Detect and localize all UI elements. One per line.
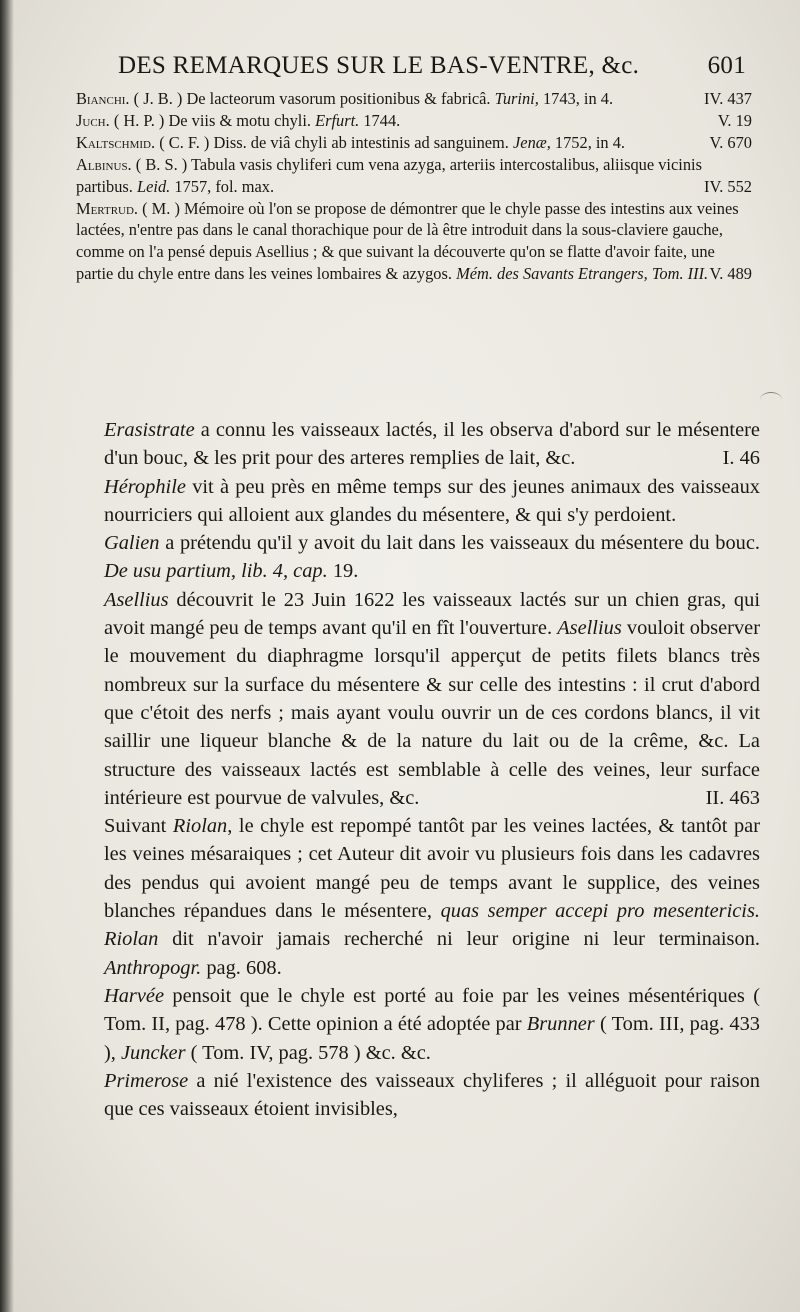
ref-title: De lacteorum vasorum positionibus & fabricâ. xyxy=(186,89,491,108)
volume-ref: I. 46 xyxy=(722,447,760,470)
paragraph-asellius xyxy=(104,586,760,812)
paragraph-primerose xyxy=(104,1067,760,1124)
paragraph-text: dit n'avoir jamais recherché ni leur origine ni leur terminaison. xyxy=(172,928,760,951)
bibliography-block xyxy=(76,88,752,285)
ref-date: 1743, in 4. xyxy=(542,89,614,108)
paragraph-text: pensoit que le chyle est porté au foie par les veines mésentériques ( Tom. II, pag. 478 ). Cette opinion a été adoptée par xyxy=(104,984,760,1036)
ref-title: Mémoire où l'on se propose de démontrer que le chyle passe des intestins aux veines lactées, n'entre pas dans le canal thorachique pour de là être introduit dans la sous-claviere gauche, comme on l'a pensé depuis Asellius ; & que suivant la découverte qu'on se flatte d'avoir faite, une partie du chyle entre dans les veines lombaires & azygos. xyxy=(76,198,739,284)
volume-ref: II. 463 xyxy=(705,786,760,809)
ref-title: De viis & motu chyli. xyxy=(168,110,311,130)
ref-initials: ( C. F. ) xyxy=(159,132,210,152)
person-name: Primerose xyxy=(104,1069,189,1092)
paragraph-herophile xyxy=(104,473,760,530)
ref-volume: IV. 437 xyxy=(704,89,752,108)
ref-place: Mém. des Savants Etrangers, Tom. III. xyxy=(456,264,709,284)
running-header xyxy=(118,52,746,80)
citation-tail: 19. xyxy=(332,560,359,583)
paragraph-text: vit à peu près en même temps sur des jeunes animaux des vaisseaux nourriciers qui alloient aux glandes du mésentere, & qui s'y perdoient. xyxy=(104,475,760,526)
ref-place: Erfurt. xyxy=(315,110,360,130)
ref-title: Tabula vasis chyliferi cum vena azyga, arteriis intercostalibus, aliisque vicinis partibus. xyxy=(76,154,702,196)
ref-date: 1757, fol. max. xyxy=(174,176,275,196)
paragraph-text: , le chyle est repompé tantôt par les veines lactées, & tantôt par les veines mésaraiques ; cet Auteur dit avoir vu plusieurs fois dans les cadavres des pendus qui avoient mangé peu de temps avant le supplice, des veines blanches répandues dans le mésentere, xyxy=(104,815,760,923)
person-name: Harvée xyxy=(104,984,165,1007)
paragraph-text: a prétendu qu'il y avoit du lait dans les vaisseaux du mésentere du bouc. xyxy=(165,532,760,555)
ref-author: Bianchi. xyxy=(76,89,130,108)
running-title: DES REMARQUES SUR LE BAS-VENTRE, &c. xyxy=(118,52,640,79)
ref-place: Leid. xyxy=(137,176,171,196)
person-name: Asellius xyxy=(557,617,622,640)
paragraph-text: vouloit observer le mouvement du diaphragme lorsqu'il apperçut de petits filets blancs très nombreux sur la surface du mésentere & sur celle des intestins : il crut d'abord que c'étoit des nerfs ; mais ayant voulu ouvrir un de ces cordons blancs, il vit saillir une liqueur blanche & de la nature du lait ou de la crême, &c. La structure des vaisseaux lactés est semblable à celle des veines, leur surface intérieure est pourvue de valvules, &c. xyxy=(104,617,760,809)
person-name: Asellius xyxy=(104,588,169,611)
person-name: Riolan xyxy=(172,815,228,838)
person-name: Erasistrate xyxy=(104,419,195,441)
person-name: Hérophile xyxy=(104,475,186,498)
reference-entry xyxy=(76,88,752,110)
person-name: Juncker xyxy=(121,1041,186,1064)
ref-place: Jenæ, xyxy=(513,132,551,152)
latin-quote: quas semper accepi pro mesentericis. Riolan xyxy=(104,900,760,951)
paragraph-erasistrate xyxy=(104,416,760,473)
ref-place: Turini, xyxy=(494,89,539,108)
ref-date: 1752, in 4. xyxy=(554,132,626,152)
person-name: Galien xyxy=(104,532,160,555)
margin-ink-mark xyxy=(760,392,782,407)
paragraph-text: ( Tom. III, pag. 433 ), xyxy=(104,1013,760,1064)
ref-author: Mertrud. xyxy=(76,198,139,218)
ref-initials: ( J. B. ) xyxy=(133,89,183,108)
paragraph-lead: Suivant xyxy=(104,815,167,838)
paragraph-text: a nié l'existence des vaisseaux chyliferes ; il alléguoit pour raison que ces vaisseaux étoient invisibles, xyxy=(104,1069,760,1121)
ref-date: 1744. xyxy=(363,110,401,130)
citation-tail: pag. 608. xyxy=(206,956,282,979)
ref-volume: V. 19 xyxy=(717,110,752,130)
paragraph-riolan xyxy=(104,812,760,982)
reference-entry xyxy=(76,132,752,154)
reference-entry xyxy=(76,154,752,198)
ref-author: Juch. xyxy=(76,110,110,130)
ref-author: Albinus. xyxy=(76,154,132,174)
ref-title: Diss. de viâ chyli ab intestinis ad sanguinem. xyxy=(213,132,509,152)
ref-volume: V. 489 xyxy=(709,264,752,284)
citation: Anthropogr. xyxy=(104,956,202,979)
paragraph-text: découvrit le 23 Juin 1622 les vaisseaux lactés sur un chien gras, qui avoit mangé peu de temps avant qu'il en fît l'ouverture. xyxy=(104,588,760,640)
ref-initials: ( M. ) xyxy=(142,198,180,218)
body-text xyxy=(104,416,760,1123)
paragraph-text: ( Tom. IV, pag. 578 ) &c. &c. xyxy=(190,1041,431,1064)
paragraph-galien xyxy=(104,529,760,586)
paragraph-text: a connu les vaisseaux lactés, il les observa d'abord sur le mésentere d'un bouc, & les prit pour des arteres remplies de lait, &c. xyxy=(104,419,760,470)
reference-entry xyxy=(76,110,752,132)
ref-volume: V. 670 xyxy=(709,132,752,152)
citation: De usu partium, lib. 4, cap. xyxy=(104,560,328,583)
ref-volume: IV. 552 xyxy=(704,176,752,196)
reference-entry xyxy=(76,198,752,286)
page-number: 601 xyxy=(707,52,746,79)
ref-initials: ( H. P. ) xyxy=(113,110,165,130)
person-name: Brunner xyxy=(526,1013,595,1036)
ref-initials: ( B. S. ) xyxy=(135,154,188,174)
paragraph-harvee xyxy=(104,982,760,1067)
binding-shadow xyxy=(0,0,14,1312)
ref-author: Kaltschmid. xyxy=(76,132,156,152)
